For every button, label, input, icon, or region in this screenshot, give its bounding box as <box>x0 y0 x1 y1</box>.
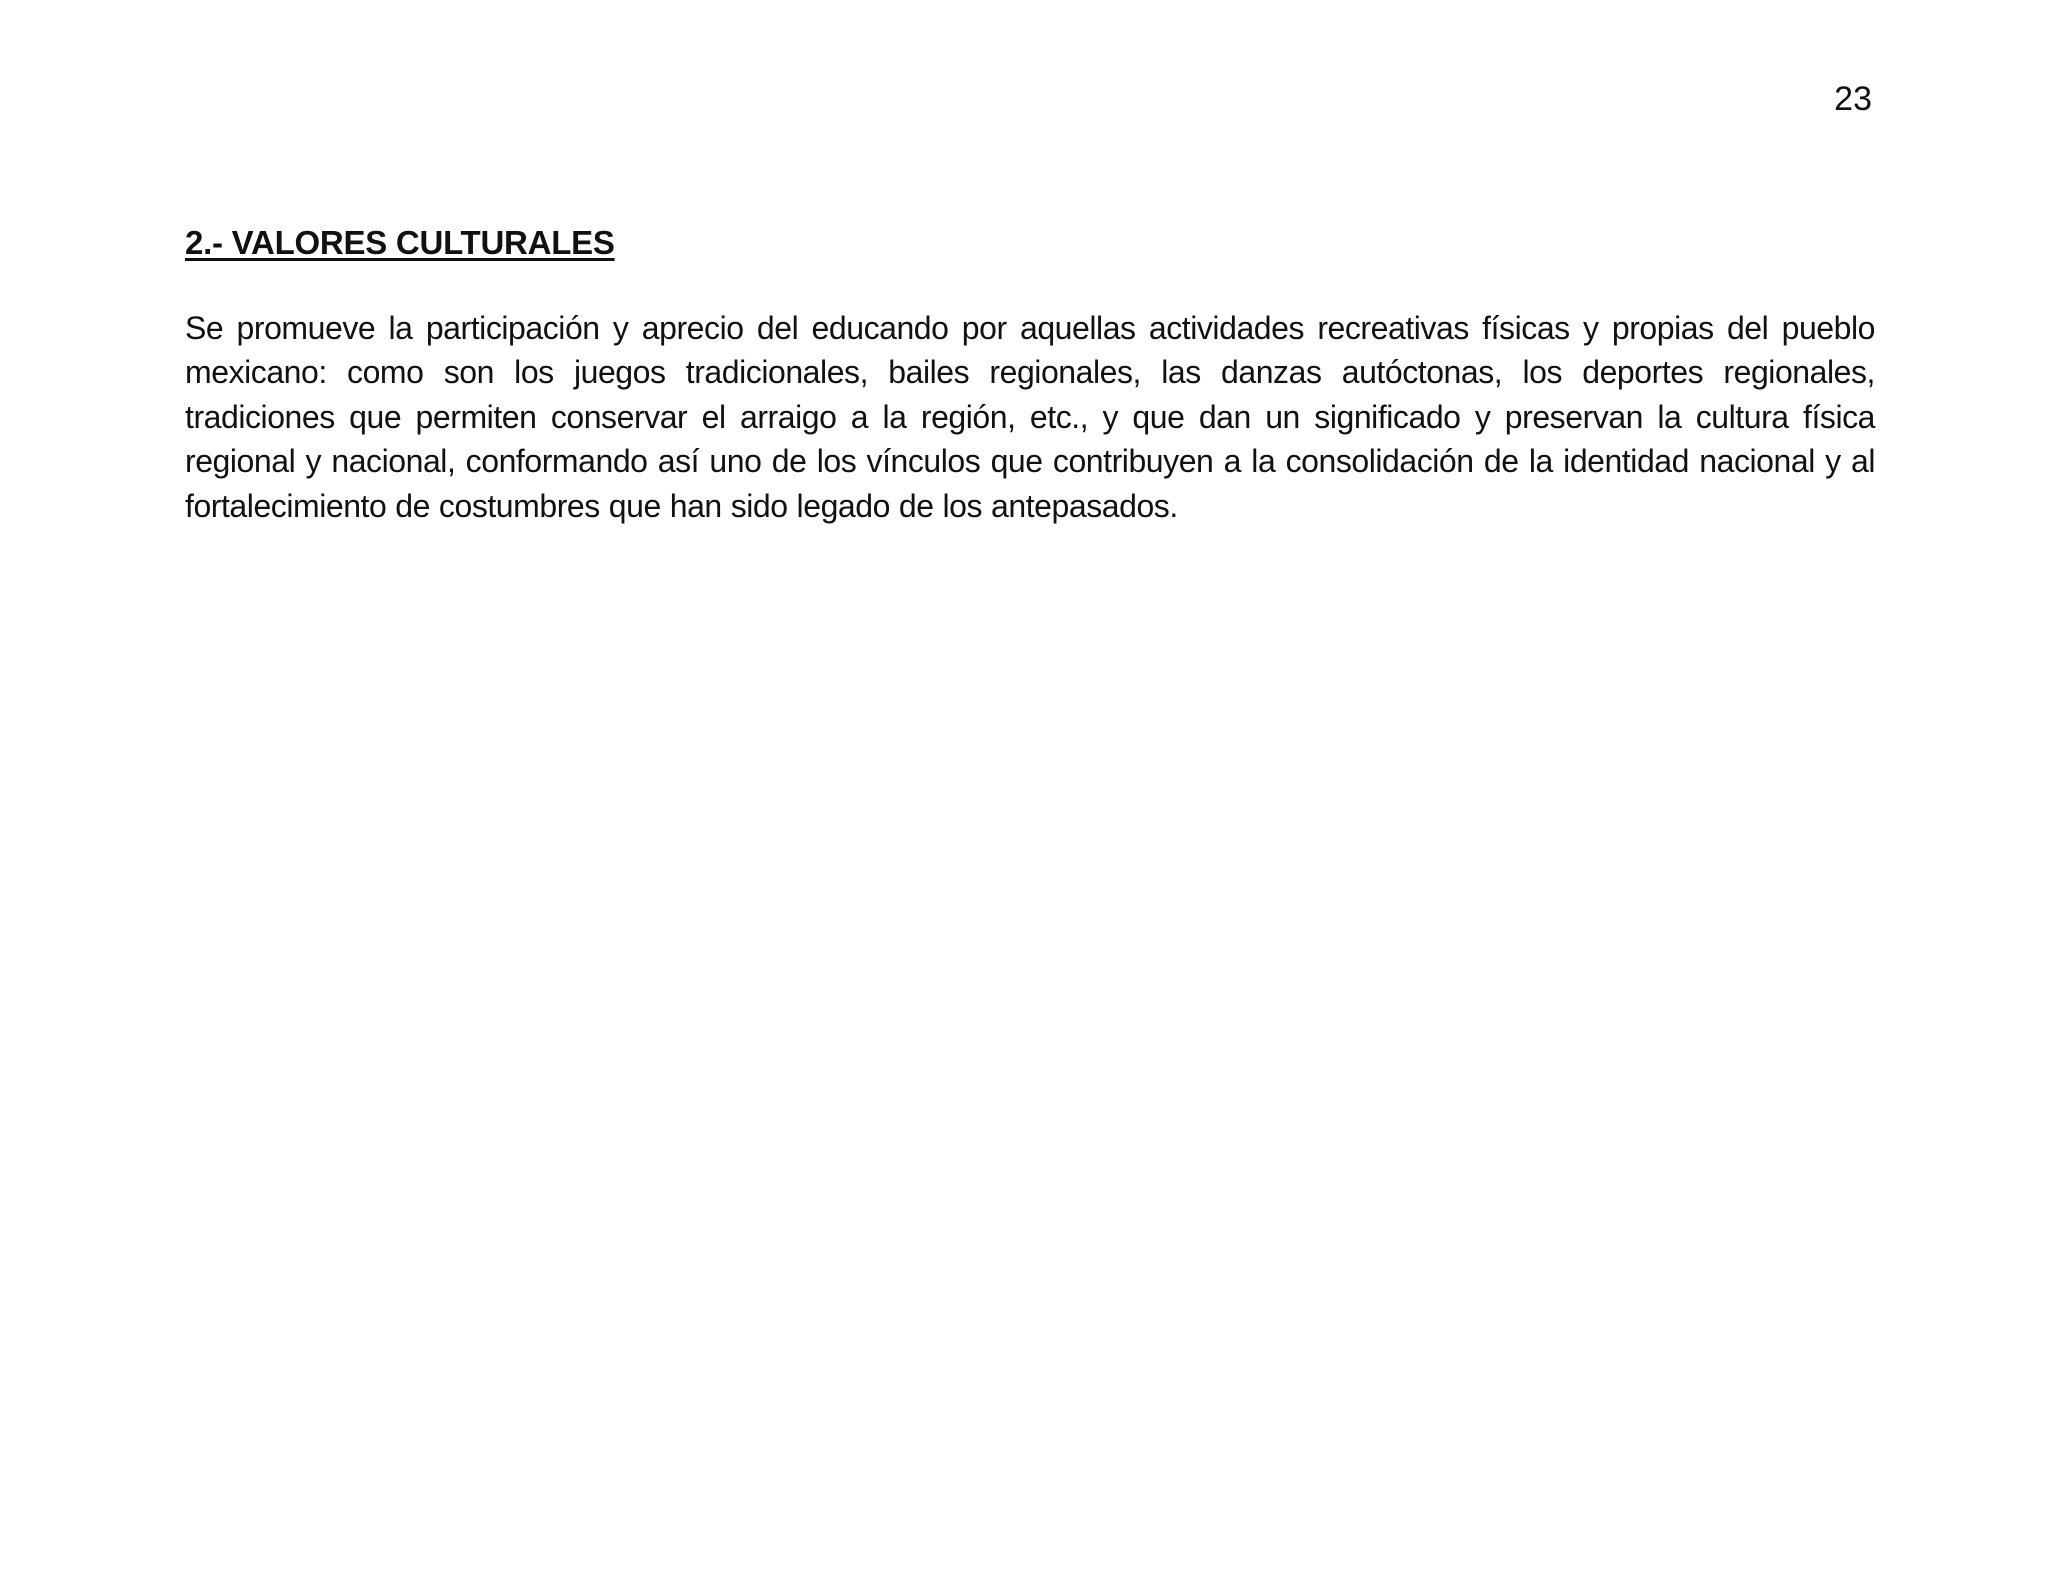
section-heading: 2.- VALORES CULTURALES <box>185 224 615 261</box>
section-paragraph: Se promueve la participación y aprecio del educando por aquellas actividades recreativas físicas y propias del pueblo mexicano: como son los juegos tradicionales, bailes regionales, las danzas autóctonas, los deportes regionales, tradiciones que permiten conservar el arraigo a la región, etc., y que dan un significado y preservan la cultura física regional y nacional, conformando así uno de los vínculos que contribuyen a la consolidación de la identidad nacional y al fortalecimiento de costumbres que han sido legado de los antepasados. <box>185 309 1875 524</box>
cultural-values-section <box>185 225 1875 528</box>
page-number: 23 <box>1834 80 1872 118</box>
